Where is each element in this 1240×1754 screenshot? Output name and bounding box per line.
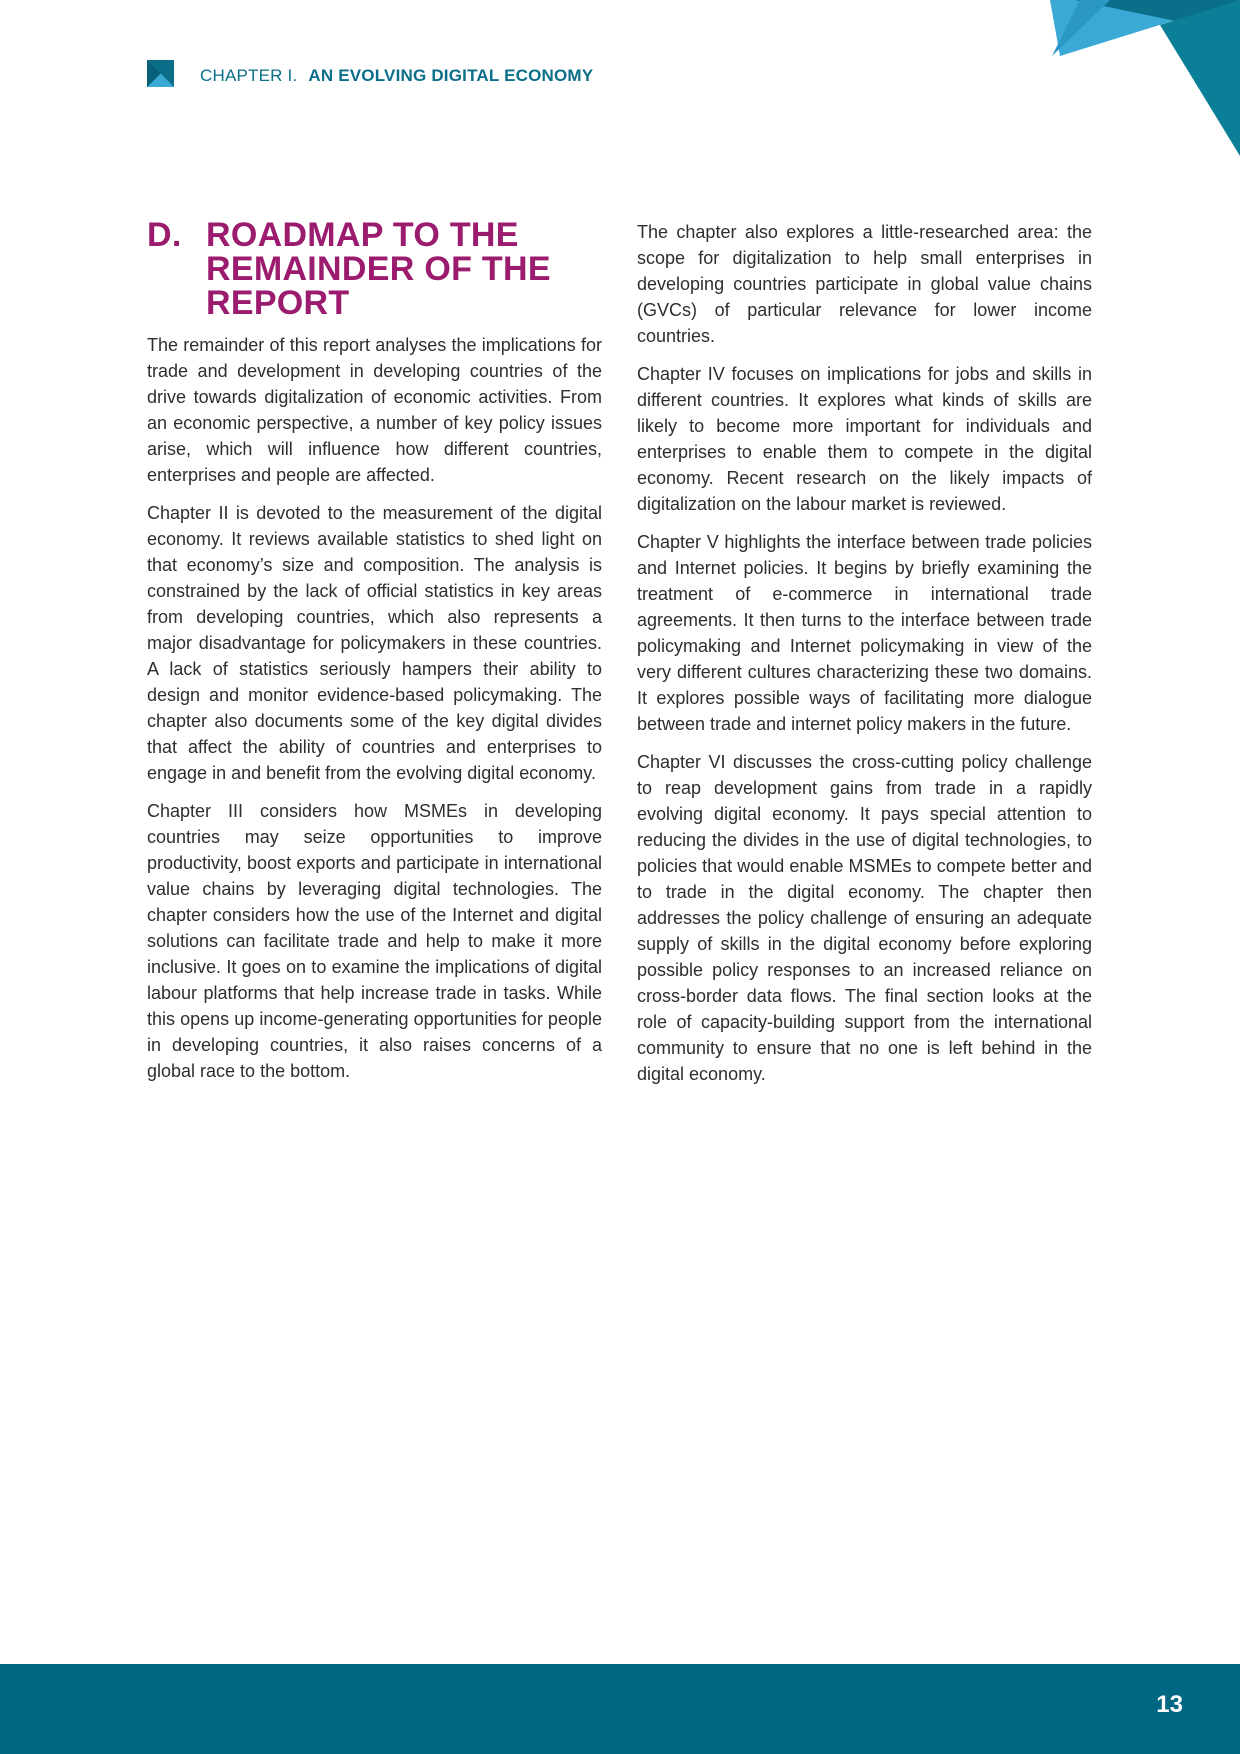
- paragraph: Chapter V highlights the interface between trade policies and Internet policies. It begins by briefly examining the treatment of e-commerce in international trade agreements. It then turns to the interface between trade policymaking and Internet policymaking in view of the very different cultures characterizing these two domains. It explores possible ways of facilitating more dialogue between trade and internet policy makers in the future.: [637, 532, 1092, 734]
- paragraph: Chapter IV focuses on implications for jobs and skills in different countries. It explores what kinds of skills are likely to become more important for individuals and enterprises to enable them to compete in the digital economy. Recent research on the likely impacts of digitalization on the labour market is reviewed.: [637, 364, 1092, 514]
- paragraph: The remainder of this report analyses the implications for trade and development in developing countries of the drive towards digitalization of economic activities. From an economic perspective, a number of key policy issues arise, which will influence how different countries, enterprises and people are affected.: [147, 335, 602, 485]
- section-title: ROADMAP TO THE REMAINDER OF THE REPORT: [206, 216, 551, 322]
- paragraph: The chapter also explores a little-researched area: the scope for digitalization to help small enterprises in developing countries participate in global value chains (GVCs) of particular relevance for lower income countries.: [637, 222, 1092, 346]
- left-column: [147, 218, 602, 1096]
- paragraph: Chapter III considers how MSMEs in developing countries may seize opportunities to improve productivity, boost exports and participate in international value chains by leveraging digital technologies. The chapter considers how the use of the Internet and digital solutions can facilitate trade and help to make it more inclusive. It goes on to examine the implications of digital labour platforms that help increase trade in tasks. While this opens up income-generating opportunities for people in developing countries, it also raises concerns of a global race to the bottom.: [147, 801, 602, 1081]
- page-number: 13: [1156, 1691, 1183, 1718]
- chapter-label: CHAPTER I.: [200, 66, 298, 85]
- chapter-square-icon: [147, 60, 174, 87]
- section-letter: D.: [147, 216, 182, 254]
- chapter-title: AN EVOLVING DIGITAL ECONOMY: [308, 66, 594, 85]
- section-heading: [147, 218, 602, 320]
- running-header: [147, 58, 593, 89]
- corner-decoration: [1020, 0, 1240, 160]
- footer-band: [0, 1664, 1240, 1754]
- header-text: [200, 58, 593, 89]
- paragraph: Chapter VI discusses the cross-cutting policy challenge to reap development gains from trade in a rapidly evolving digital economy. It pays special attention to reducing the divides in the use of digital technologies, to policies that would enable MSMEs to compete better and to trade in the digital economy. The chapter then addresses the policy challenge of ensuring an adequate supply of skills in the digital economy before exploring possible policy responses to an increased reliance on cross-border data flows. The final section looks at the role of capacity-building support from the international community to ensure that no one is left behind in the digital economy.: [637, 752, 1092, 1084]
- paragraph: Chapter II is devoted to the measurement of the digital economy. It reviews available statistics to shed light on that economy’s size and composition. The analysis is constrained by the lack of official statistics in key areas from developing countries, which also represents a major disadvantage for policymakers in these countries. A lack of statistics seriously hampers their ability to design and monitor evidence-based policymaking. The chapter also documents some of the key digital divides that affect the ability of countries and enterprises to engage in and benefit from the evolving digital economy.: [147, 503, 602, 783]
- right-column: [637, 219, 1092, 1099]
